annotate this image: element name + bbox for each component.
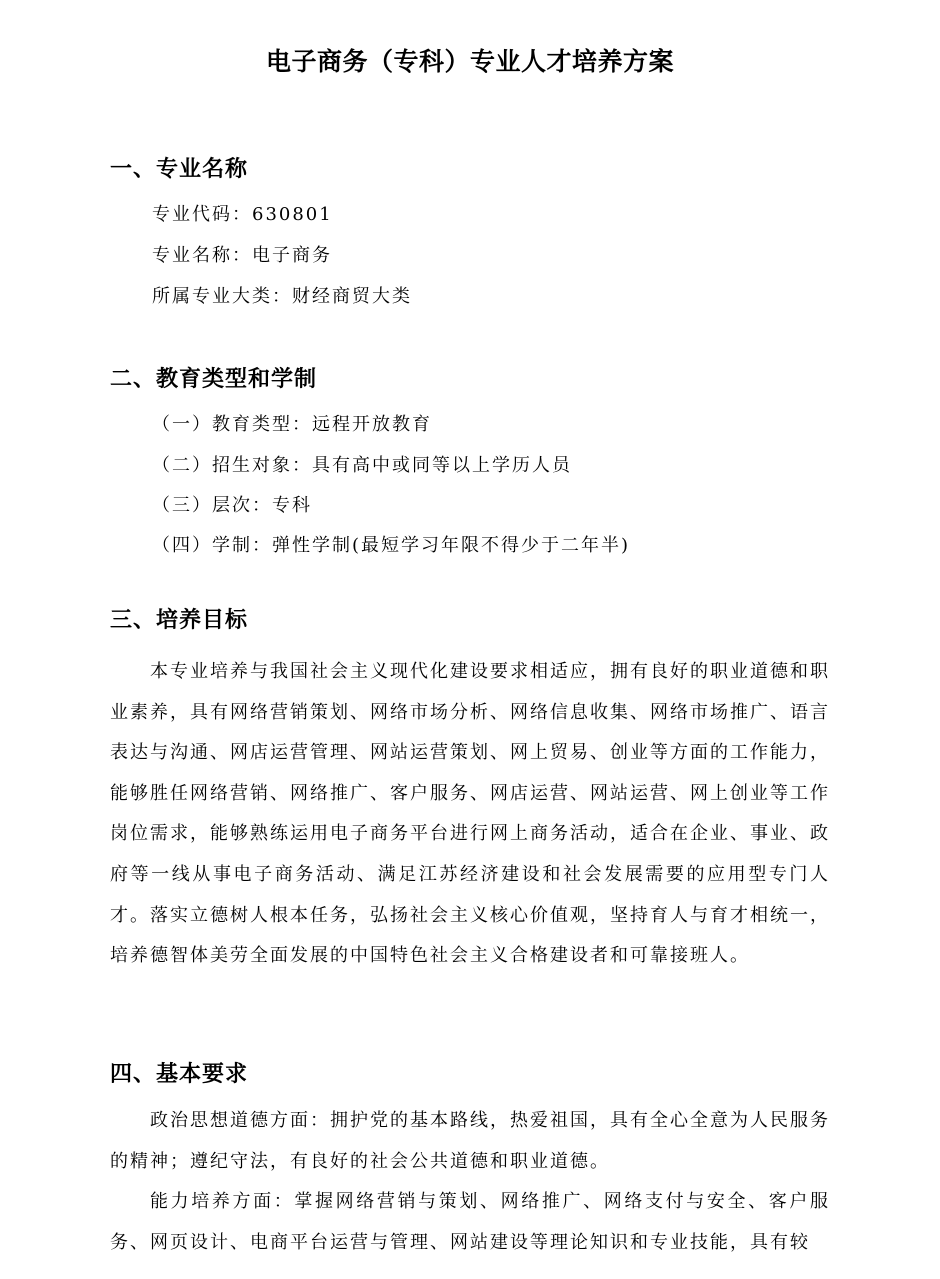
major-code-line: 专业代码：630801 (152, 204, 333, 225)
section-heading-basic-requirements: 四、基本要求 (110, 1062, 249, 1087)
enrollment-target-line: （二）招生对象：具有高中或同等以上学历人员 (152, 455, 572, 476)
document-title: 电子商务（专科）专业人才培养方案 (265, 47, 674, 76)
education-type-line: （一）教育类型：远程开放教育 (152, 414, 432, 435)
major-category-line: 所属专业大类：财经商贸大类 (152, 286, 412, 307)
study-period-line: （四）学制：弹性学制(最短学习年限不得少于二年半) (152, 535, 631, 556)
political-requirements-paragraph: 政治思想道德方面：拥护党的基本路线，热爱祖国，具有全心全意为人民服务的精神；遵纪守法，有良好的社会公共道德和职业道德。 (110, 1110, 830, 1172)
section-heading-education-type: 二、教育类型和学制 (110, 367, 318, 392)
level-line: （三）层次：专科 (152, 495, 312, 516)
section-heading-major-name: 一、专业名称 (110, 157, 249, 182)
section-heading-training-goal: 三、培养目标 (110, 608, 249, 633)
major-name-line: 专业名称：电子商务 (152, 245, 332, 266)
ability-requirements-paragraph: 能力培养方面：掌握网络营销与策划、网络推广、网络支付与安全、客户服务、网页设计、电商平台运营与管理、网站建设等理论知识和专业技能，具有较 (110, 1191, 830, 1253)
training-goal-paragraph: 本专业培养与我国社会主义现代化建设要求相适应，拥有良好的职业道德和职业素养，具有网络营销策划、网络市场分析、网络信息收集、网络市场推广、语言表达与沟通、网店运营管理、网站运营策划、网上贸易、创业等方面的工作能力，能够胜任网络营销、网络推广、客户服务、网店运营、网站运营、网上创业等工作岗位需求，能够熟练运用电子商务平台进行网上商务活动，适合在企业、事业、政府等一线从事电子商务活动、满足江苏经济建设和社会发展需要的应用型专门人才。落实立德树人根本任务，弘扬社会主义核心价值观，坚持育人与育才相统一，培养德智体美劳全面发展的中国特色社会主义合格建设者和可靠接班人。 (110, 661, 830, 967)
